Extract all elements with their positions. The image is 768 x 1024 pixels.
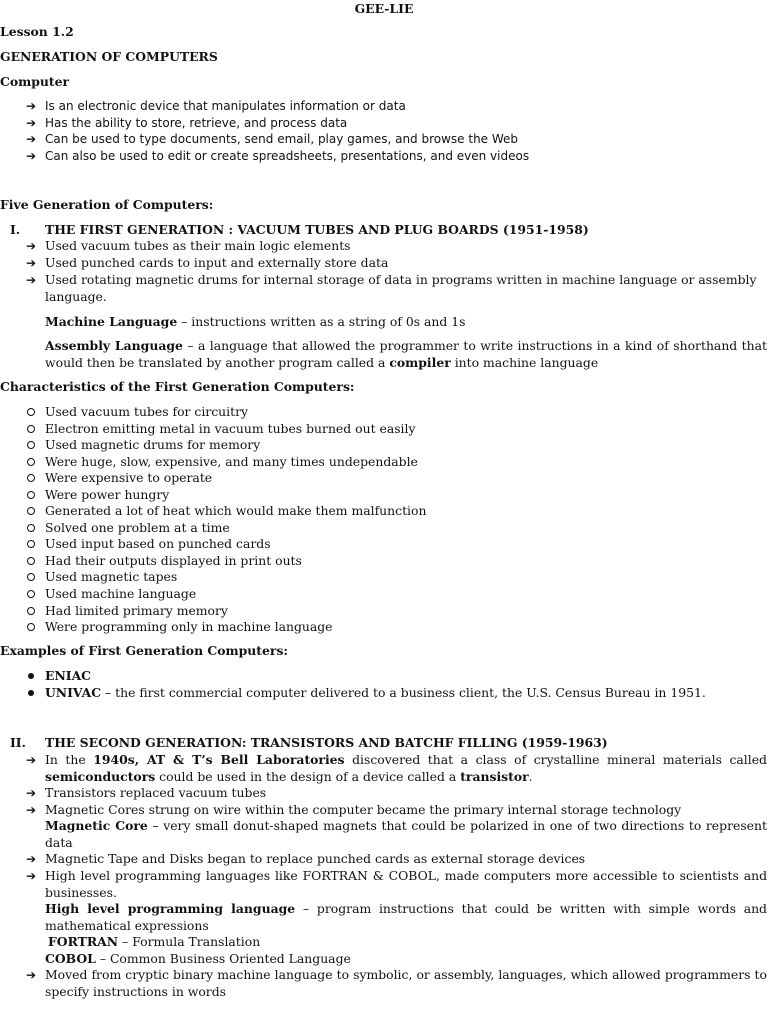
list-item: Is an electronic device that manipulates information or data	[45, 99, 406, 113]
definition-text: – instructions written as a string of 0s and 1s	[177, 314, 466, 329]
definition-term: COBOL	[45, 951, 96, 966]
list-item: Used machine language	[45, 586, 197, 601]
list-item: Used input based on punched cards	[45, 536, 271, 551]
arrow-bullet-icon: ➔	[26, 753, 37, 767]
hollow-bullet-icon	[27, 573, 35, 581]
definition-text: – very small donut-shaped magnets that could be polarized in one of two directions to represent data	[45, 818, 767, 850]
list-item: Solved one problem at a time	[45, 520, 230, 535]
arrow-bullet-icon: ➔	[26, 149, 37, 163]
hollow-bullet-icon	[27, 557, 35, 565]
definition-text: – Formula Translation	[118, 934, 261, 949]
list-item: High level programming languages like FORTRAN & COBOL, made computers more accessible to scientists and businesses.	[45, 868, 767, 900]
five-generations-heading: Five Generation of Computers:	[0, 197, 214, 212]
arrow-bullet-icon: ➔	[26, 852, 37, 866]
list-item: Can also be used to edit or create spreadsheets, presentations, and even videos	[45, 149, 530, 163]
gen1-numeral: I.	[10, 222, 21, 237]
hollow-bullet-icon	[27, 491, 35, 499]
arrow-bullet-icon: ➔	[26, 116, 37, 130]
definition-text: – Common Business Oriented Language	[95, 951, 351, 966]
example-name: UNIVAC	[45, 685, 102, 700]
hollow-bullet-icon	[27, 507, 35, 515]
list-item	[45, 685, 768, 702]
arrow-bullet-icon: ➔	[26, 968, 37, 982]
list-item: Were programming only in machine language	[45, 619, 333, 634]
gen2-title: THE SECOND GENERATION: TRANSISTORS AND BATCHF FILLING (1959-1963)	[45, 735, 608, 750]
list-item: ENIAC	[45, 668, 92, 683]
list-item: Can be used to type documents, send email, play games, and browse the Web	[45, 132, 519, 146]
list-item: Transistors replaced vacuum tubes	[45, 785, 267, 800]
list-item: Generated a lot of heat which would make them malfunction	[45, 503, 427, 518]
list-item: Electron emitting metal in vacuum tubes burned out easily	[45, 421, 416, 436]
arrow-bullet-icon: ➔	[26, 786, 37, 800]
text-emphasis: transistor	[460, 768, 529, 784]
arrow-bullet-icon: ➔	[26, 803, 37, 817]
arrow-bullet-icon: ➔	[26, 239, 37, 253]
list-item: Used magnetic drums for memory	[45, 437, 261, 452]
list-item: Used vacuum tubes as their main logic elements	[45, 238, 351, 253]
high-level-language-definition	[45, 901, 767, 934]
page-header: GEE-LIE	[354, 1, 414, 16]
arrow-bullet-icon: ➔	[26, 256, 37, 270]
definition-term: FORTRAN	[48, 934, 119, 949]
hollow-bullet-icon	[27, 425, 35, 433]
gen2-numeral: II.	[10, 735, 26, 750]
list-item: Had their outputs displayed in print outs	[45, 553, 302, 568]
definition-text: – a language that allowed the programmer to write instructions in a kind of shorthand that would then be translated by another program called a	[45, 338, 767, 370]
text-run: could be used in the design of a device called a	[155, 768, 461, 784]
hollow-bullet-icon	[27, 441, 35, 449]
definition-emphasis: compiler	[389, 354, 451, 370]
characteristics-heading: Characteristics of the First Generation Computers:	[0, 379, 355, 394]
definition-term: Magnetic Core	[45, 818, 148, 833]
machine-language-definition	[45, 314, 768, 331]
hollow-bullet-icon	[27, 623, 35, 631]
computer-heading: Computer	[0, 74, 70, 89]
bullet-icon	[28, 673, 34, 679]
definition-term: Machine Language	[45, 314, 178, 329]
hollow-bullet-icon	[27, 474, 35, 482]
hollow-bullet-icon	[27, 524, 35, 532]
list-item: Magnetic Tape and Disks began to replace punched cards as external storage devices	[45, 851, 586, 866]
arrow-bullet-icon: ➔	[26, 132, 37, 146]
hollow-bullet-icon	[27, 408, 35, 416]
bullet-icon	[28, 690, 34, 696]
definition-text: – program instructions that could be written with simple words and mathematical expressions	[45, 901, 767, 933]
topic-heading: GENERATION OF COMPUTERS	[0, 49, 218, 64]
text-emphasis: 1940s, AT & T’s Bell Laboratories	[93, 752, 345, 767]
lesson-label: Lesson 1.2	[0, 24, 74, 39]
example-description: – the first commercial computer delivered to a business client, the U.S. Census Bureau in 1951.	[101, 685, 706, 700]
assembly-language-definition	[45, 338, 767, 371]
list-item: Used magnetic tapes	[45, 569, 178, 584]
list-item	[45, 752, 767, 785]
list-item: Has the ability to store, retrieve, and process data	[45, 116, 348, 130]
text-run: .	[528, 768, 533, 784]
gen1-title: THE FIRST GENERATION : VACUUM TUBES AND PLUG BOARDS (1951-1958)	[45, 222, 589, 237]
arrow-bullet-icon: ➔	[26, 273, 37, 287]
hollow-bullet-icon	[27, 590, 35, 598]
list-item: Were huge, slow, expensive, and many times undependable	[45, 454, 418, 469]
list-item: Used rotating magnetic drums for internal storage of data in programs written in machine language or assembly language.	[45, 272, 757, 304]
definition-term: Assembly Language	[45, 338, 183, 353]
list-item: Were power hungry	[45, 487, 170, 502]
text-emphasis: semiconductors	[45, 768, 156, 784]
text-run: discovered that a class of crystalline mineral materials called	[344, 752, 767, 767]
hollow-bullet-icon	[27, 540, 35, 548]
hollow-bullet-icon	[27, 458, 35, 466]
cobol-definition	[45, 951, 768, 968]
hollow-bullet-icon	[27, 607, 35, 615]
magnetic-core-definition	[45, 818, 767, 851]
arrow-bullet-icon: ➔	[26, 869, 37, 883]
list-item: Were expensive to operate	[45, 470, 213, 485]
definition-term: High level programming language	[45, 901, 296, 916]
list-item: Moved from cryptic binary machine language to symbolic, or assembly, languages, which allowed programmers to specify instructions in words	[45, 967, 767, 999]
fortran-definition	[48, 934, 768, 951]
examples-heading: Examples of First Generation Computers:	[0, 643, 288, 658]
text-run: In the	[45, 752, 94, 767]
list-item: Used vacuum tubes for circuitry	[45, 404, 249, 419]
arrow-bullet-icon: ➔	[26, 99, 37, 113]
list-item: Magnetic Cores strung on wire within the computer became the primary internal storage technology	[45, 802, 682, 817]
list-item: Used punched cards to input and externally store data	[45, 255, 389, 270]
definition-text: into machine language	[450, 354, 599, 370]
list-item: Had limited primary memory	[45, 603, 228, 618]
